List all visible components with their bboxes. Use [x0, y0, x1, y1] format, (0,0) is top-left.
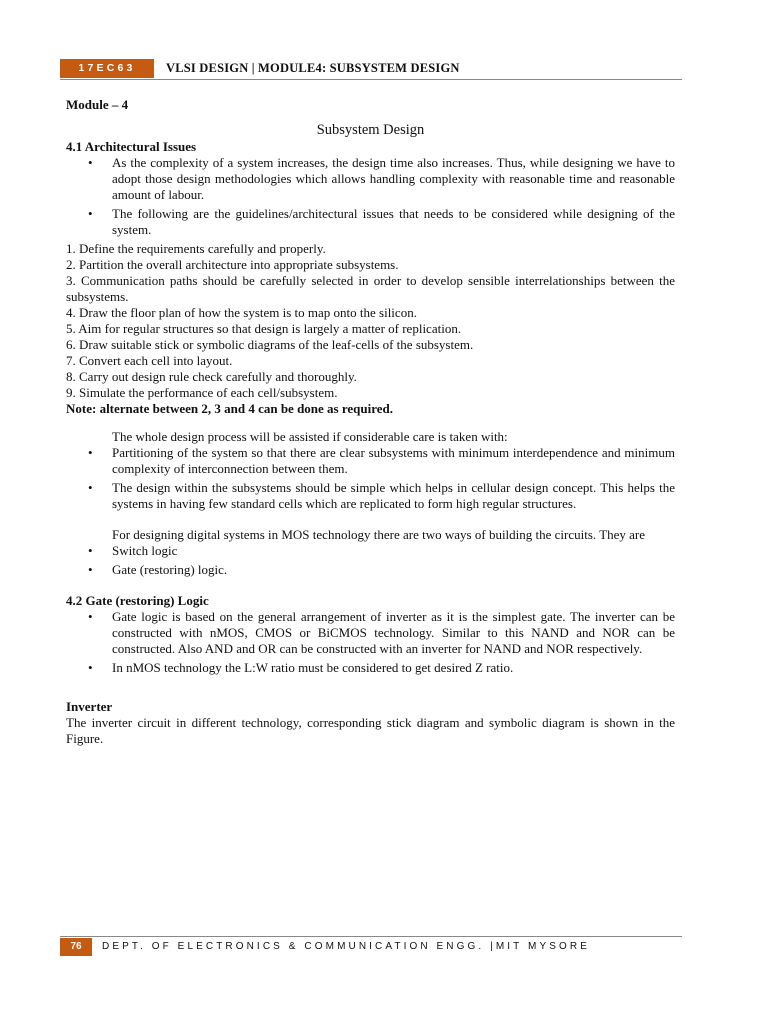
inverter-heading: Inverter: [66, 699, 113, 714]
list-item: • Switch logic: [88, 543, 178, 558]
step-item: 7. Convert each cell into layout.: [66, 353, 233, 368]
bullet-icon: •: [88, 206, 93, 221]
step-item: 6. Draw suitable stick or symbolic diagrams of the leaf-cells of the subsystem.: [66, 337, 474, 352]
bullet-icon: •: [88, 562, 93, 577]
header-title: VLSI DESIGN | MODULE4: SUBSYSTEM DESIGN: [166, 61, 460, 75]
document-title: Subsystem Design: [316, 122, 425, 138]
bullet-icon: •: [88, 480, 93, 495]
note-text: Note: alternate between 2, 3 and 4 can be done as required.: [66, 401, 394, 416]
step-item: 4. Draw the floor plan of how the system is to map onto the silicon.: [66, 305, 417, 320]
bullet-icon: •: [88, 543, 93, 558]
course-code-badge: 17EC63: [60, 59, 154, 78]
bullet-list: [66, 155, 675, 238]
section-heading-4-1: 4.1 Architectural Issues: [66, 139, 197, 154]
header-divider: [60, 79, 682, 80]
bullet-icon: •: [88, 660, 93, 675]
step-item: 1. Define the requirements carefully and properly.: [66, 241, 326, 256]
gate-logic-list: [66, 609, 675, 676]
page-number-badge: 76: [60, 938, 92, 956]
bullet-icon: •: [88, 155, 93, 170]
module-label: Module – 4: [66, 97, 129, 112]
page-footer: [60, 936, 682, 956]
bullet-icon: •: [88, 445, 93, 460]
list-item: • Gate logic is based on the general arrangement of inverter as it is the simplest gate. The inverter can be constructed with nMOS, CMOS or BiCMOS technology. Similar to this NAND and NOR can be constructed. Also AND and OR can be constructed with an inverter for NAND and NOR respectively.: [88, 609, 675, 656]
step-item: 9. Simulate the performance of each cell/subsystem.: [66, 385, 338, 400]
care-list: [66, 445, 675, 512]
ways-intro: For designing digital systems in MOS technology there are two ways of building the circuits. They are: [112, 527, 646, 542]
list-item: • Gate (restoring) logic.: [88, 562, 228, 577]
list-item: • Partitioning of the system so that there are clear subsystems with minimum interdependence and minimum complexity of interconnection between them.: [88, 445, 675, 476]
bullet-icon: •: [88, 609, 93, 624]
page-header: [60, 59, 682, 78]
footer-divider: [60, 936, 682, 937]
ways-list: [66, 543, 675, 578]
step-item: 3. Communication paths should be carefully selected in order to develop sensible interrelationships between the subsystems.: [66, 273, 675, 304]
step-item: 2. Partition the overall architecture into appropriate subsystems.: [66, 257, 399, 272]
section-heading-4-2: 4.2 Gate (restoring) Logic: [66, 593, 209, 608]
care-intro: The whole design process will be assisted if considerable care is taken with:: [112, 429, 508, 444]
step-item: 8. Carry out design rule check carefully and thoroughly.: [66, 369, 357, 384]
list-item: • The design within the subsystems should be simple which helps in cellular design concept. This helps the systems in having few standard cells which are replicated to form high regular structures.: [88, 480, 675, 511]
page-body: [66, 97, 675, 747]
list-item: • The following are the guidelines/architectural issues that needs to be considered while designing of the system.: [88, 206, 675, 237]
step-item: 5. Aim for regular structures so that design is largely a matter of replication.: [66, 321, 462, 336]
list-item: • In nMOS technology the L:W ratio must be considered to get desired Z ratio.: [88, 660, 514, 675]
department-footer: DEPT. OF ELECTRONICS & COMMUNICATION ENGG. |MIT MYSORE: [102, 941, 590, 952]
list-item: • As the complexity of a system increases, the design time also increases. Thus, while designing we have to adopt those design methodologies which allows handling complexity with reasonable time and reasonable amount of labour.: [88, 155, 675, 202]
inverter-text: The inverter circuit in different technology, corresponding stick diagram and symbolic diagram is shown in the Figure.: [66, 715, 675, 746]
